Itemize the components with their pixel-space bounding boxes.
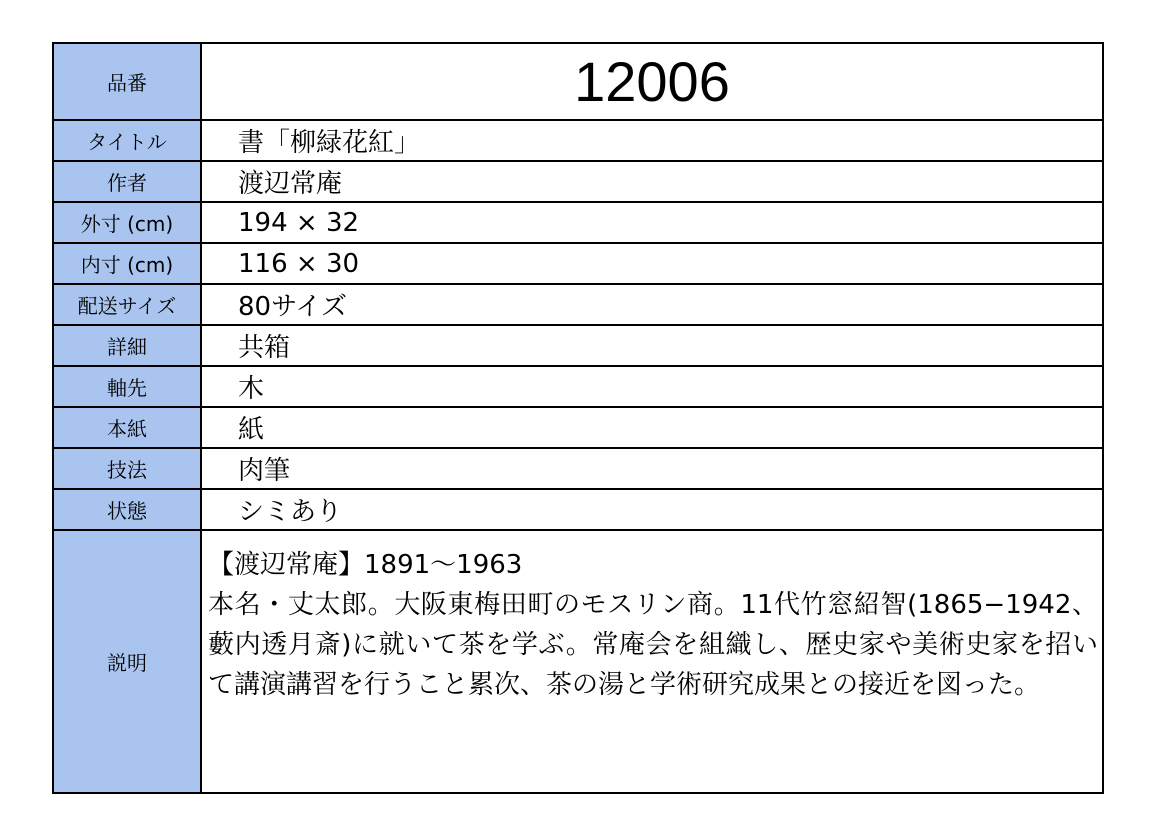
spec-table-body	[53, 43, 1103, 793]
label-title: タイトル	[53, 120, 201, 161]
description-body: 本名・丈太郎。大阪東梅田町のモスリン商。11代竹窓紹智(1865−1942、藪内透月斎)に就いて茶を学ぶ。常庵会を組織し、歴史家や美術史家を招いて講演講習を行うこと累次、茶の湯と学術研究成果との接近を図った。	[208, 590, 1098, 700]
value-technique: 肉筆	[201, 448, 1103, 489]
row-artist	[53, 161, 1103, 202]
row-condition	[53, 489, 1103, 530]
description-heading: 【渡辺常庵】1891〜1963	[208, 550, 523, 580]
label-material: 本紙	[53, 407, 201, 448]
label-details: 詳細	[53, 325, 201, 366]
value-condition: シミあり	[201, 489, 1103, 530]
label-technique: 技法	[53, 448, 201, 489]
description-cell	[201, 530, 1103, 793]
value-shipping-size: 80サイズ	[201, 284, 1103, 325]
row-description	[53, 530, 1103, 793]
value-artist: 渡辺常庵	[201, 161, 1103, 202]
value-title: 書「柳緑花紅」	[201, 120, 1103, 161]
row-technique	[53, 448, 1103, 489]
value-item-number: 12006	[201, 43, 1103, 120]
value-roller-end: 木	[201, 366, 1103, 407]
row-title	[53, 120, 1103, 161]
value-inner-size: 116 × 30	[201, 243, 1103, 284]
value-details: 共箱	[201, 325, 1103, 366]
label-roller-end: 軸先	[53, 366, 201, 407]
value-material: 紙	[201, 407, 1103, 448]
value-outer-size: 194 × 32	[201, 202, 1103, 243]
label-description: 説明	[53, 530, 201, 793]
row-roller-end	[53, 366, 1103, 407]
product-spec-table	[52, 42, 1104, 794]
label-outer-size: 外寸 (cm)	[53, 202, 201, 243]
label-inner-size: 内寸 (cm)	[53, 243, 201, 284]
row-outer-size	[53, 202, 1103, 243]
row-item-number	[53, 43, 1103, 120]
row-shipping-size	[53, 284, 1103, 325]
row-inner-size	[53, 243, 1103, 284]
label-shipping-size: 配送サイズ	[53, 284, 201, 325]
label-condition: 状態	[53, 489, 201, 530]
label-item-number: 品番	[53, 43, 201, 120]
label-artist: 作者	[53, 161, 201, 202]
row-details	[53, 325, 1103, 366]
row-material	[53, 407, 1103, 448]
